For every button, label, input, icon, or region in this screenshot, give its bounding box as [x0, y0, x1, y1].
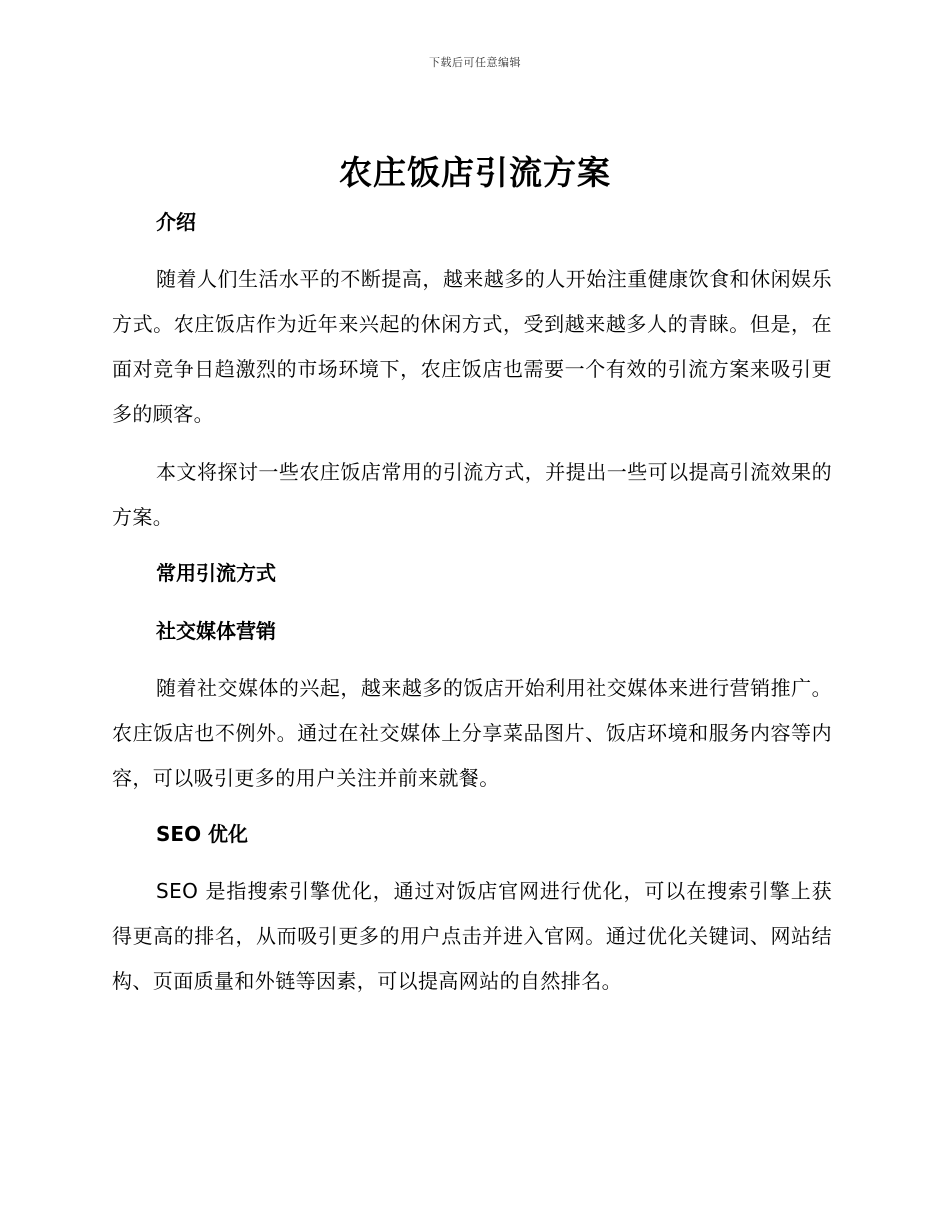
seo-paragraph: SEO 是指搜索引擎优化，通过对饭店官网进行优化，可以在搜索引擎上获得更高的排名，从而吸引更多的用户点击并进入官网。通过优化关键词、网站结构、页面质量和外链等因素，可以提高网站的自然排名。 [112, 879, 832, 993]
section-seo-heading-wrap [112, 820, 832, 848]
intro-paragraph-2-wrap [112, 450, 832, 540]
section-heading-intro: 介绍 [156, 210, 196, 234]
intro-paragraph-1-wrap [112, 257, 832, 437]
section-social-heading-wrap [112, 617, 832, 645]
document-title: 农庄饭店引流方案 [339, 153, 611, 192]
seo-paragraph-wrap [112, 869, 832, 1004]
social-paragraph-wrap [112, 666, 832, 801]
section-intro-heading-wrap [112, 208, 832, 236]
section-heading-seo: SEO 优化 [156, 822, 249, 846]
intro-paragraph-2: 本文将探讨一些农庄饭店常用的引流方式，并提出一些可以提高引流效果的方案。 [112, 460, 832, 529]
header-note: 下载后可任意编辑 [429, 56, 521, 69]
intro-paragraph-1: 随着人们生活水平的不断提高，越来越多的人开始注重健康饮食和休闲娱乐方式。农庄饭店作为近年来兴起的休闲方式，受到越来越多人的青睐。但是，在面对竞争日趋激烈的市场环境下，农庄饭店也需要一个有效的引流方案来吸引更多的顾客。 [112, 267, 832, 426]
section-heading-social: 社交媒体营销 [156, 619, 276, 643]
social-paragraph: 随着社交媒体的兴起，越来越多的饭店开始利用社交媒体来进行营销推广。农庄饭店也不例外。通过在社交媒体上分享菜品图片、饭店环境和服务内容等内容，可以吸引更多的用户关注并前来就餐。 [112, 676, 832, 790]
section-heading-methods: 常用引流方式 [156, 561, 276, 585]
section-methods-heading-wrap [112, 559, 832, 587]
